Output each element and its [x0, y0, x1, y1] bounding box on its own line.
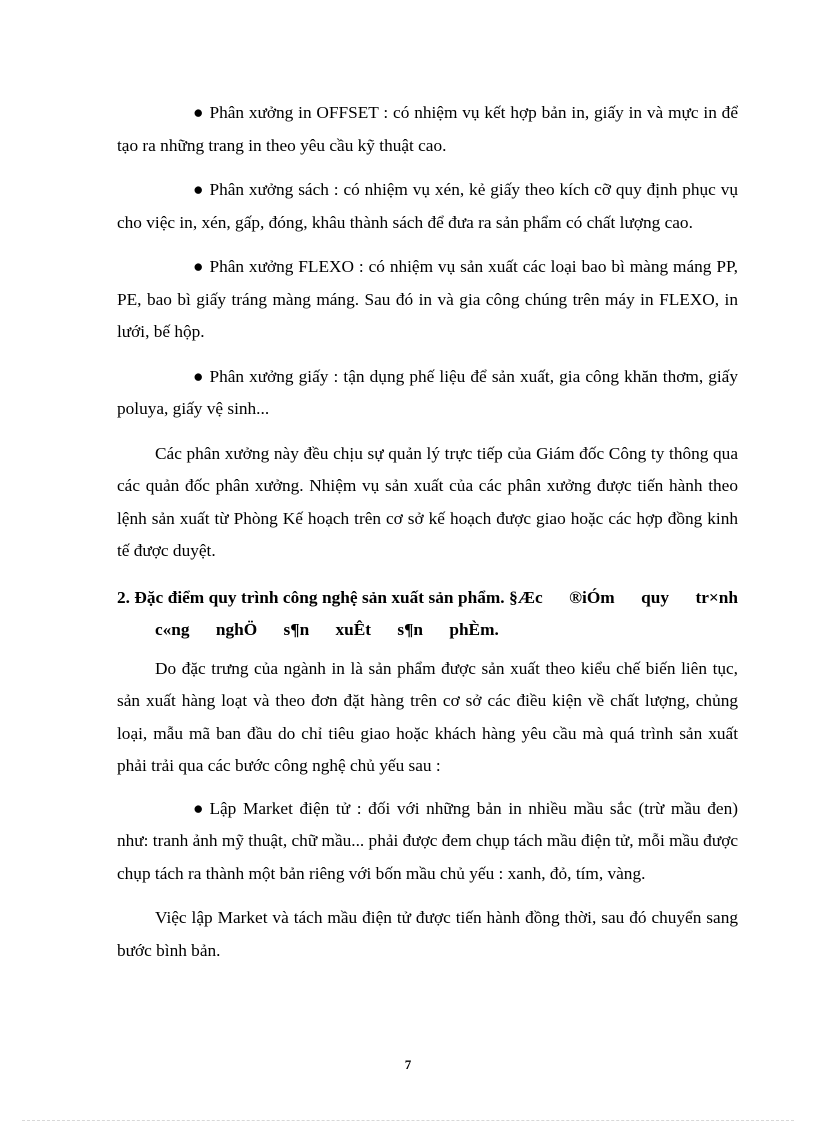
bullet-icon: ● — [193, 257, 204, 276]
bullet-icon: ● — [193, 798, 204, 818]
bullet-text: Phân xưởng giấy : tận dụng phế liệu để sản xuất, gia công khăn thơm, giấy poluya, giấy vệ sinh... — [117, 366, 738, 418]
section-heading — [117, 582, 738, 647]
bullet-offset-workshop — [117, 97, 738, 162]
page-content — [117, 97, 738, 977]
bullet-text: Lập Market điện tử : đối với những bản in nhiều mầu sắc (trừ mầu đen) như: tranh ảnh mỹ thuật, chữ mầu... phải được đem chụp tách mầu điện tử, mỗi mầu được chụp tách ra thành một bản riêng với bốn mầu chủ yếu : xanh, đỏ, tím, vàng. — [117, 798, 738, 883]
page-bottom-divider — [22, 1120, 794, 1121]
bullet-paper-workshop — [117, 361, 738, 426]
section-heading-garbled-text: §Æc ®iÓm quy tr×nh c«ng nghÖ s¶n xuÊt s¶n phÈm. — [155, 587, 738, 639]
bullet-text: Phân xưởng FLEXO : có nhiệm vụ sản xuất các loại bao bì màng máng PP, PE, bao bì giấy tráng màng máng. Sau đó in và gia công chúng trên máy in FLEXO, in lưới, bế hộp. — [117, 257, 738, 341]
page-number: 7 — [404, 1057, 412, 1072]
bullet-text: Phân xưởng in OFFSET : có nhiệm vụ kết hợp bản in, giấy in và mực in để tạo ra những trang in theo yêu cầu kỹ thuật cao. — [117, 103, 738, 155]
paragraph-workshop-management: Các phân xưởng này đều chịu sự quản lý trực tiếp của Giám đốc Công ty thông qua các quản đốc phân xưởng. Nhiệm vụ sản xuất của các phân xưởng được tiến hành theo lệnh sản xuất từ Phòng Kế hoạch trên cơ sở kế hoạch được giao hoặc các hợp đồng kinh tế được duyệt. — [117, 443, 738, 560]
bullet-icon: ● — [193, 103, 204, 122]
bullet-text: Phân xưởng sách : có nhiệm vụ xén, kẻ giấy theo kích cỡ quy định phục vụ cho việc in, xén, gấp, đóng, khâu thành sách để đưa ra sản phẩm có chất lượng cao. — [117, 180, 738, 232]
paragraph-color-separation: Việc lập Market và tách mầu điện tử được tiến hành đồng thời, sau đó chuyển sang bước bình bản. — [117, 908, 738, 960]
bullet-icon: ● — [193, 180, 204, 199]
section-heading-text: 2. Đặc điểm quy trình công nghệ sản xuất sản phẩm. — [117, 587, 505, 607]
paragraph-production-process: Do đặc trưng của ngành in là sản phẩm được sản xuất theo kiểu chế biến liên tục, sản xuất hàng loạt và theo đơn đặt hàng trên cơ sở các điều kiện về chất lượng, chủng loại, mẫu mã ban đầu do chỉ tiêu giao hoặc khách hàng yêu cầu mà quá trình sản xuất phải trải qua các bước công nghệ chủ yếu sau : — [117, 658, 738, 775]
bullet-book-workshop — [117, 174, 738, 239]
bullet-flexo-workshop — [117, 251, 738, 349]
bullet-electronic-market — [117, 793, 738, 891]
bullet-icon: ● — [193, 366, 204, 386]
